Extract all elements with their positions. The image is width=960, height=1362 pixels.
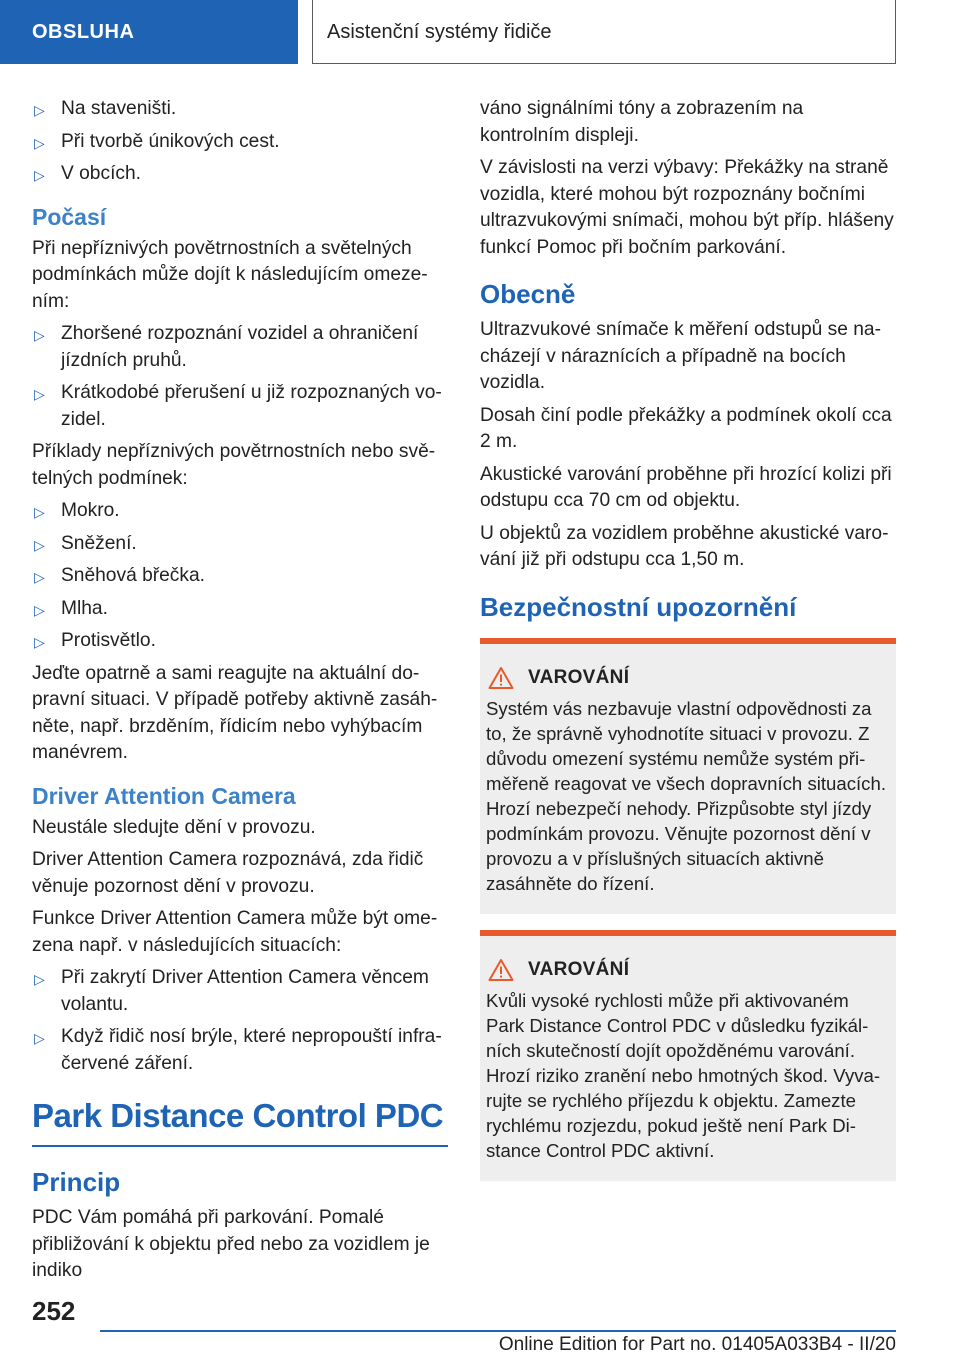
paragraph: Driver Attention Camera rozpoznává, zda řidič věnuje pozornost dění v provozu. xyxy=(32,849,424,897)
triangle-bullet-icon: ▷ xyxy=(34,536,45,553)
list-item: ▷ Sněžení. xyxy=(32,531,448,558)
paragraph: Příklady nepříznivých povětrnostních nebo světelných podmínek: xyxy=(32,441,436,489)
paragraph: váno signálními tóny a zobrazením na kontrolním displeji. xyxy=(480,98,804,146)
warning-text: Systém vás nezbavuje vlastní odpovědnosti za to, že správně vyhodnotíte situaci v provozu. Z důvodu omezení systému nemůže systém přiměřeně reagovat ve všech dopravních situacích. Hrozí nebezpečí nehody. Přizpůsobte styl jízdy podmínkám provozu. Věnujte pozornost dění v provozu a v příslušných situacích aktivně zasáhněte do řízení. xyxy=(486,697,886,894)
paragraph: Dosah činí podle překážky a podmínek okolí cca 2 m. xyxy=(480,404,892,452)
triangle-bullet-icon: ▷ xyxy=(34,601,45,618)
page-number: 252 xyxy=(32,1296,76,1326)
list-item: ▷ Mokro. xyxy=(32,498,448,525)
bullet-list-top xyxy=(32,96,448,188)
list-item: ▷ Zhoršené rozpoznání vozidel a ohraničení jízdních pruhů. xyxy=(34,323,419,371)
warning-box xyxy=(480,638,896,914)
list-item: ▷ Sněhová břečka. xyxy=(32,563,448,590)
paragraph: U objektů za vozidlem proběhne akustické varování již při odstupu cca 1,50 m. xyxy=(480,522,889,570)
warning-text: Kvůli vysoké rychlosti může při aktivovaném Park Distance Control PDC v důsledku fyzikálních skutečností dojít opožděnému varování. Hrozí riziko zranění nebo hmotných škod. Vyvarujte se rychlého příjezdu k objektu. Zamezte rychlému rozjezdu, pokud ještě není Park Distance Control PDC aktivní. xyxy=(486,989,881,1161)
list-item: ▷ Krátkodobé přerušení u již rozpoznaných vozidel. xyxy=(34,382,442,430)
right-column xyxy=(480,96,896,1181)
paragraph: PDC Vám pomáhá při parkování. Pomalé přibližování k objektu před nebo za vozidlem je indiko xyxy=(32,1207,430,1281)
triangle-bullet-icon: ▷ xyxy=(34,102,45,118)
footer-edition: Online Edition for Part no. 01405A033B4 - II/20 xyxy=(498,1334,896,1355)
triangle-bullet-icon: ▷ xyxy=(34,386,45,402)
paragraph: V závislosti na verzi výbavy: Překážky na straně vozidla, které mohou být rozpoznány bočními ultrazvukovými snímači, mohou být příp. hlášeny funkcí Pomoc při bočním parkování. xyxy=(480,157,894,258)
list-item: ▷ Při tvorbě únikových cest. xyxy=(32,129,448,156)
left-column xyxy=(32,96,448,1291)
triangle-bullet-icon: ▷ xyxy=(34,167,45,183)
list-item: ▷ Když řidič nosí brýle, které nepropouští infračervené záření. xyxy=(34,1026,442,1074)
triangle-bullet-icon: ▷ xyxy=(34,569,45,585)
paragraph: Akustické varování proběhne při hrozící kolizi při odstupu cca 70 cm od objektu. xyxy=(480,463,892,511)
bullet-list-pocasi xyxy=(32,321,448,433)
triangle-bullet-icon: ▷ xyxy=(34,134,45,151)
page-header xyxy=(0,0,960,64)
warning-header xyxy=(486,958,888,982)
list-item: ▷ Na staveništi. xyxy=(32,96,448,123)
bullet-list-dac xyxy=(32,965,448,1077)
triangle-bullet-icon: ▷ xyxy=(34,1030,45,1046)
footer-divider xyxy=(100,1330,896,1332)
triangle-bullet-icon: ▷ xyxy=(34,634,45,650)
heading-princip: Princip xyxy=(32,1167,121,1197)
warning-triangle-icon xyxy=(488,958,514,982)
bullet-list-examples xyxy=(32,498,448,655)
chapter-heading-pdc: Park Distance Control PDC xyxy=(32,1095,448,1147)
list-item: ▷ V obcích. xyxy=(32,161,448,188)
triangle-bullet-icon: ▷ xyxy=(34,971,45,987)
heading-obecne: Obecně xyxy=(480,279,576,309)
warning-title: VAROVÁNÍ xyxy=(528,666,630,688)
list-item: ▷ Mlha. xyxy=(32,596,448,623)
paragraph: Při nepříznivých povětrnostních a světelných podmínkách může dojít k následujícím omezením: xyxy=(32,237,428,312)
list-item: ▷ Při zakrytí Driver Attention Camera věncem volantu. xyxy=(34,967,429,1015)
triangle-bullet-icon: ▷ xyxy=(34,504,45,520)
paragraph: Neustále sledujte dění v provozu. xyxy=(32,816,316,838)
section-tab: OBSLUHA xyxy=(0,0,298,64)
warning-box xyxy=(480,930,896,1181)
warning-triangle-icon xyxy=(488,666,514,690)
paragraph: Ultrazvukové snímače k měření odstupů se nacházejí v náraznících a případně na bocích vozidla. xyxy=(480,319,881,393)
heading-driver-attention-camera: Driver Attention Camera xyxy=(32,782,296,809)
chapter-heading-wrap xyxy=(32,1095,448,1147)
paragraph: Jeďte opatrně a sami reagujte na aktuální dopravní situaci. V případě potřeby aktivně zasáhněte, např. brzděním, řídicím nebo vyhýbacím manévrem. xyxy=(32,662,438,763)
heading-pocasi: Počasí xyxy=(32,203,107,230)
list-item: ▷ Protisvětlo. xyxy=(32,628,448,655)
warning-title: VAROVÁNÍ xyxy=(528,958,630,980)
paragraph: Funkce Driver Attention Camera může být omezena např. v následujících situacích: xyxy=(32,908,438,956)
chapter-title: Asistenční systémy řidiče xyxy=(312,0,896,64)
heading-bezpecnostni-upozorneni: Bezpečnostní upozornění xyxy=(480,591,797,622)
triangle-bullet-icon: ▷ xyxy=(34,327,45,343)
warning-header xyxy=(486,666,888,690)
